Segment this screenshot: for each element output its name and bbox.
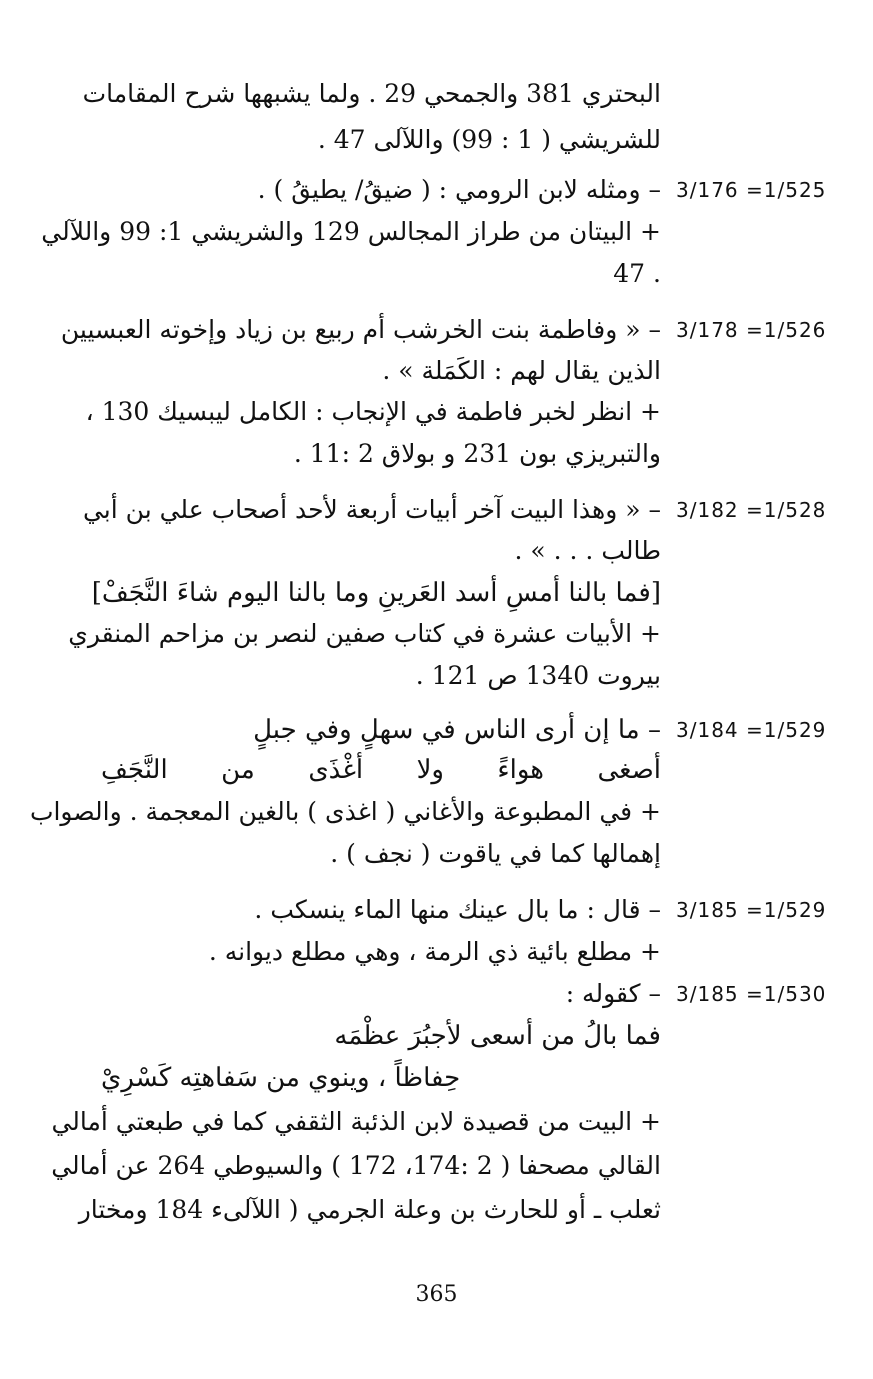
reference-number: 3/185 =1/530 bbox=[676, 982, 827, 1006]
verse-line: حِفاظاً ، وينوي من سَفاهتِه كَسْرِيْ bbox=[101, 1063, 461, 1093]
text-line: + مطلع بائية ذي الرمة ، وهي مطلع ديوانه . bbox=[208, 937, 661, 966]
text-line: . 47 bbox=[613, 259, 661, 288]
text-line: البحتري 381 والجمحي 29 . ولما يشبهها شرح المقامات bbox=[82, 79, 661, 108]
reference-number: 3/184 =1/529 bbox=[676, 718, 827, 742]
text-line: والتبريزي بون 231 و بولاق 2 :11 . bbox=[293, 439, 661, 468]
reference-number: 3/178 =1/526 bbox=[676, 318, 827, 342]
reference-number: 3/185 =1/529 bbox=[676, 898, 827, 922]
text-line: للشريشي ( 1 : 99) واللآلى 47 . bbox=[317, 125, 661, 154]
reference-number: 3/182 =1/528 bbox=[676, 498, 827, 522]
text-line: – « وهذا البيت آخر أبيات أربعة لأحد أصحاب علي بن أبي bbox=[82, 495, 661, 524]
text-line: – قال : ما بال عينك منها الماء ينسكب . bbox=[254, 895, 661, 924]
text-line: – ومثله لابن الرومي : ( ضيقُ/ يطيقُ ) . bbox=[257, 175, 661, 204]
text-line: + انظر لخبر فاطمة في الإنجاب : الكامل ليبسيك 130 ، bbox=[85, 397, 661, 426]
verse-line: – ما إن أرى الناس في سهلٍ وفي جبلٍ bbox=[253, 715, 661, 745]
text-line: الذين يقال لهم : الكَمَلة » . bbox=[382, 356, 661, 385]
reference-number: 3/176 =1/525 bbox=[676, 178, 827, 202]
text-line: القالي مصحفا ( 2 :174، 172 ) والسيوطي 264 عن أمالي bbox=[51, 1151, 661, 1180]
verse-line: فما بالُ من أسعى لأجبُرَ عظْمَه bbox=[334, 1021, 661, 1051]
page-number: 365 bbox=[415, 1282, 458, 1307]
text-line: + البيت من قصيدة لابن الذئبة الثقفي كما في طبعتي أمالي bbox=[51, 1107, 661, 1136]
text-line: + في المطبوعة والأغاني ( اغذى ) بالغين المعجمة . والصواب bbox=[29, 797, 661, 826]
text-line: – كقوله : bbox=[565, 979, 661, 1008]
verse-line: [فما بالنا أمسِ أسد العَرينِ وما بالنا اليوم شاءَ النَّجَفْ] bbox=[91, 578, 661, 608]
text-line: إهمالها كما في ياقوت ( نجف ) . bbox=[330, 839, 661, 868]
text-line: بيروت 1340 ص 121 . bbox=[415, 661, 661, 690]
text-line: – « وفاطمة بنت الخرشب أم ربيع بن زياد وإخوته العبسيين bbox=[60, 315, 661, 344]
text-line: ثعلب ـ أو للحارث بن وعلة الجرمي ( اللآلىء 184 ومختار bbox=[78, 1195, 661, 1224]
text-line: + الأبيات عشرة في كتاب صفين لنصر بن مزاحم المنقري bbox=[68, 619, 661, 648]
text-line: طالب . . . » . bbox=[514, 536, 661, 565]
text-line: + البيتان من طراز المجالس 129 والشريشي 1: 99 واللآلي bbox=[41, 217, 661, 246]
verse-line: أصغى هواءً ولا أغْذَى من النَّجَفِ bbox=[101, 755, 661, 785]
